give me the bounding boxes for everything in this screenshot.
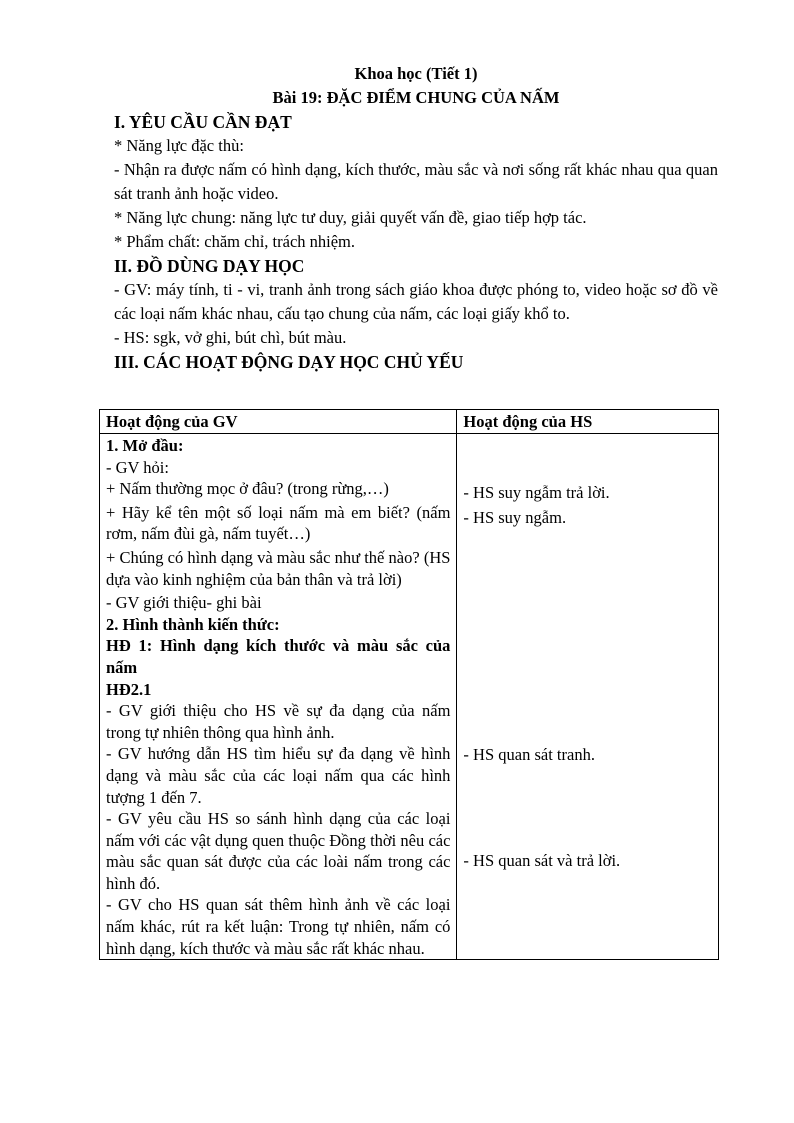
list-item: - GV hướng dẫn HS tìm hiểu sự đa dạng về hình dạng và màu sắc của các loại nấm qua các hình tượng 1 đến 7.	[106, 744, 451, 807]
document-title: Khoa học (Tiết 1)	[354, 64, 478, 83]
list-item: + Chúng có hình dạng và màu sắc như thế nào? (HS dựa vào kinh nghiệm của bản thân và trả lời)	[106, 547, 451, 589]
list-item: - HS suy ngẫm trả lời.	[463, 483, 610, 502]
list-item: - GV giới thiệu cho HS về sự đa dạng của nấm trong tự nhiên thông qua hình ảnh.	[106, 701, 451, 742]
list-item: + Nấm thường mọc ở đâu? (trong rừng,…)	[106, 479, 389, 499]
paragraph: * Năng lực chung: năng lực tư duy, giải quyết vấn đề, giao tiếp hợp tác.	[114, 208, 587, 227]
activity-title-hd21: HĐ2.1	[106, 679, 152, 699]
list-item: - GV yêu cầu HS so sánh hình dạng của các loại nấm với các vật dụng quen thuộc Đồng thời nêu các màu sắc quan sát được của các loài nấm trong các hình đó.	[106, 809, 451, 893]
gv-cell	[100, 434, 457, 960]
document-page	[114, 62, 718, 374]
table-header-row	[100, 410, 719, 434]
hs-cell	[457, 434, 719, 960]
list-item: - GV hỏi:	[106, 457, 169, 477]
list-item: - GV cho HS quan sát thêm hình ảnh về các loại nấm khác, rút ra kết luận: Trong tự nhiên, nấm có hình dạng, kích thước và màu sắc rất khác nhau.	[106, 895, 451, 958]
lesson-title: Bài 19: ĐẶC ĐIỂM CHUNG CỦA NẤM	[272, 88, 560, 107]
paragraph: - HS: sgk, vở ghi, bút chì, bút màu.	[114, 328, 347, 347]
activity-title-hd1: HĐ 1: Hình dạng kích thước và màu sắc của nấm	[106, 636, 451, 677]
list-item: + Hãy kể tên một số loại nấm mà em biết? (nấm rơm, nấm đùi gà, nấm tuyết…)	[106, 502, 451, 544]
list-item: - HS quan sát và trả lời.	[463, 851, 621, 870]
paragraph: - Nhận ra được nấm có hình dạng, kích thước, màu sắc và nơi sống rất khác nhau qua quan sát tranh ảnh hoặc video.	[114, 160, 718, 203]
paragraph: * Năng lực đặc thù:	[114, 136, 244, 155]
table-header-gv: Hoạt động của GV	[100, 410, 457, 434]
section-heading-requirements: I. YÊU CẦU CẦN ĐẠT	[114, 112, 292, 132]
table-row	[100, 434, 719, 960]
activities-table	[99, 409, 719, 960]
section-heading-materials: II. ĐỒ DÙNG DẠY HỌC	[114, 256, 305, 276]
list-item: - HS suy ngẫm.	[463, 508, 567, 527]
section-title-intro: 1. Mở đầu:	[106, 436, 184, 455]
paragraph: * Phẩm chất: chăm chỉ, trách nhiệm.	[114, 232, 356, 251]
section-heading-activities: III. CÁC HOẠT ĐỘNG DẠY HỌC CHỦ YẾU	[114, 352, 464, 372]
list-item: - HS quan sát tranh.	[463, 745, 595, 764]
list-item: - GV giới thiệu- ghi bài	[106, 593, 262, 613]
table-header-hs: Hoạt động của HS	[457, 410, 719, 434]
paragraph: - GV: máy tính, ti - vi, tranh ảnh trong sách giáo khoa được phóng to, video hoặc sơ đồ về các loại nấm khác nhau, cấu tạo chung của nấm, các loại giấy khổ to.	[114, 280, 718, 323]
section-title-knowledge: 2. Hình thành kiến thức:	[106, 614, 280, 634]
